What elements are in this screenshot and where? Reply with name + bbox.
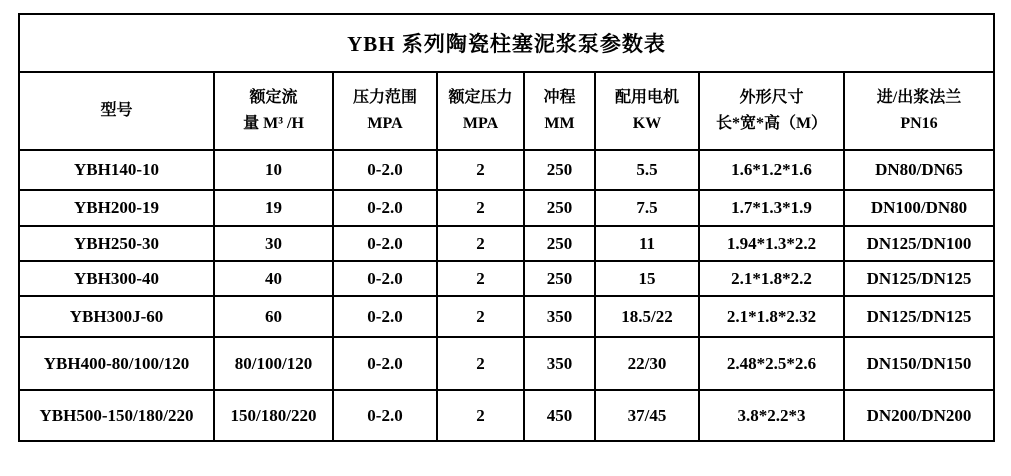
cell-r3-c1: 40 bbox=[214, 261, 333, 296]
cell-r3-c5: 15 bbox=[595, 261, 699, 296]
table-row bbox=[19, 226, 994, 261]
column-header-0 bbox=[19, 72, 214, 150]
cell-r3-c2: 0-2.0 bbox=[333, 261, 437, 296]
cell-r6-c5: 37/45 bbox=[595, 390, 699, 441]
cell-r1-c0: YBH200-19 bbox=[19, 190, 214, 226]
cell-r1-c1: 19 bbox=[214, 190, 333, 226]
cell-r5-c1: 80/100/120 bbox=[214, 337, 333, 390]
column-header-7 bbox=[844, 72, 994, 150]
cell-r5-c3: 2 bbox=[437, 337, 524, 390]
table-row bbox=[19, 150, 994, 190]
column-header-line1: 进/出浆法兰 bbox=[876, 88, 962, 106]
cell-r4-c1: 60 bbox=[214, 296, 333, 337]
cell-r1-c7: DN100/DN80 bbox=[844, 190, 994, 226]
cell-r5-c7: DN150/DN150 bbox=[844, 337, 994, 390]
column-header-line1: 型号 bbox=[100, 101, 133, 119]
column-header-line2: 量 M³ /H bbox=[243, 115, 304, 132]
column-header-5 bbox=[595, 72, 699, 150]
cell-r0-c7: DN80/DN65 bbox=[844, 150, 994, 190]
table-title: YBH 系列陶瓷柱塞泥浆泵参数表 bbox=[19, 14, 994, 72]
cell-r0-c0: YBH140-10 bbox=[19, 150, 214, 190]
table-row bbox=[19, 390, 994, 441]
column-header-6 bbox=[699, 72, 844, 150]
cell-r4-c5: 18.5/22 bbox=[595, 296, 699, 337]
column-header-line1: 配用电机 bbox=[614, 88, 679, 106]
cell-r5-c4: 350 bbox=[524, 337, 595, 390]
cell-r5-c6: 2.48*2.5*2.6 bbox=[699, 337, 844, 390]
column-header-line2: KW bbox=[632, 115, 662, 132]
cell-r4-c3: 2 bbox=[437, 296, 524, 337]
column-header-1 bbox=[214, 72, 333, 150]
cell-r6-c6: 3.8*2.2*3 bbox=[699, 390, 844, 441]
column-header-line2: 长*宽*高（M） bbox=[715, 115, 828, 132]
column-header-line1: 冲程 bbox=[543, 88, 576, 106]
cell-r1-c6: 1.7*1.3*1.9 bbox=[699, 190, 844, 226]
cell-r2-c6: 1.94*1.3*2.2 bbox=[699, 226, 844, 261]
cell-r0-c2: 0-2.0 bbox=[333, 150, 437, 190]
cell-r0-c1: 10 bbox=[214, 150, 333, 190]
cell-r0-c5: 5.5 bbox=[595, 150, 699, 190]
cell-r4-c0: YBH300J-60 bbox=[19, 296, 214, 337]
cell-r6-c3: 2 bbox=[437, 390, 524, 441]
table-row bbox=[19, 261, 994, 296]
cell-r6-c7: DN200/DN200 bbox=[844, 390, 994, 441]
cell-r4-c4: 350 bbox=[524, 296, 595, 337]
cell-r4-c7: DN125/DN125 bbox=[844, 296, 994, 337]
table-body bbox=[19, 150, 994, 441]
cell-r2-c7: DN125/DN100 bbox=[844, 226, 994, 261]
cell-r1-c2: 0-2.0 bbox=[333, 190, 437, 226]
table-row bbox=[19, 296, 994, 337]
column-header-line1: 外形尺寸 bbox=[739, 88, 804, 106]
spec-table-container bbox=[18, 13, 995, 442]
column-header-line2: PN16 bbox=[900, 115, 938, 132]
table-row bbox=[19, 190, 994, 226]
cell-r1-c5: 7.5 bbox=[595, 190, 699, 226]
cell-r2-c4: 250 bbox=[524, 226, 595, 261]
cell-r5-c0: YBH400-80/100/120 bbox=[19, 337, 214, 390]
cell-r6-c1: 150/180/220 bbox=[214, 390, 333, 441]
table-row bbox=[19, 337, 994, 390]
cell-r0-c4: 250 bbox=[524, 150, 595, 190]
cell-r5-c2: 0-2.0 bbox=[333, 337, 437, 390]
cell-r1-c3: 2 bbox=[437, 190, 524, 226]
cell-r2-c3: 2 bbox=[437, 226, 524, 261]
cell-r4-c2: 0-2.0 bbox=[333, 296, 437, 337]
cell-r2-c1: 30 bbox=[214, 226, 333, 261]
column-header-3 bbox=[437, 72, 524, 150]
column-header-line2: MPA bbox=[367, 115, 403, 132]
column-header-line1: 压力范围 bbox=[352, 88, 417, 106]
cell-r2-c0: YBH250-30 bbox=[19, 226, 214, 261]
cell-r0-c3: 2 bbox=[437, 150, 524, 190]
cell-r3-c3: 2 bbox=[437, 261, 524, 296]
column-header-line2: MPA bbox=[462, 115, 499, 132]
cell-r1-c4: 250 bbox=[524, 190, 595, 226]
column-header-4 bbox=[524, 72, 595, 150]
cell-r0-c6: 1.6*1.2*1.6 bbox=[699, 150, 844, 190]
pump-parameter-table bbox=[18, 13, 995, 442]
cell-r3-c4: 250 bbox=[524, 261, 595, 296]
cell-r6-c2: 0-2.0 bbox=[333, 390, 437, 441]
column-header-line2: MM bbox=[544, 115, 575, 132]
cell-r6-c4: 450 bbox=[524, 390, 595, 441]
column-header-line1: 额定压力 bbox=[448, 88, 513, 106]
cell-r3-c6: 2.1*1.8*2.2 bbox=[699, 261, 844, 296]
cell-r5-c5: 22/30 bbox=[595, 337, 699, 390]
title-row bbox=[19, 14, 994, 72]
cell-r3-c7: DN125/DN125 bbox=[844, 261, 994, 296]
header-row bbox=[19, 72, 994, 150]
cell-r3-c0: YBH300-40 bbox=[19, 261, 214, 296]
cell-r4-c6: 2.1*1.8*2.32 bbox=[699, 296, 844, 337]
cell-r2-c2: 0-2.0 bbox=[333, 226, 437, 261]
cell-r2-c5: 11 bbox=[595, 226, 699, 261]
column-header-2 bbox=[333, 72, 437, 150]
cell-r6-c0: YBH500-150/180/220 bbox=[19, 390, 214, 441]
column-header-line1: 额定流 bbox=[249, 88, 298, 106]
